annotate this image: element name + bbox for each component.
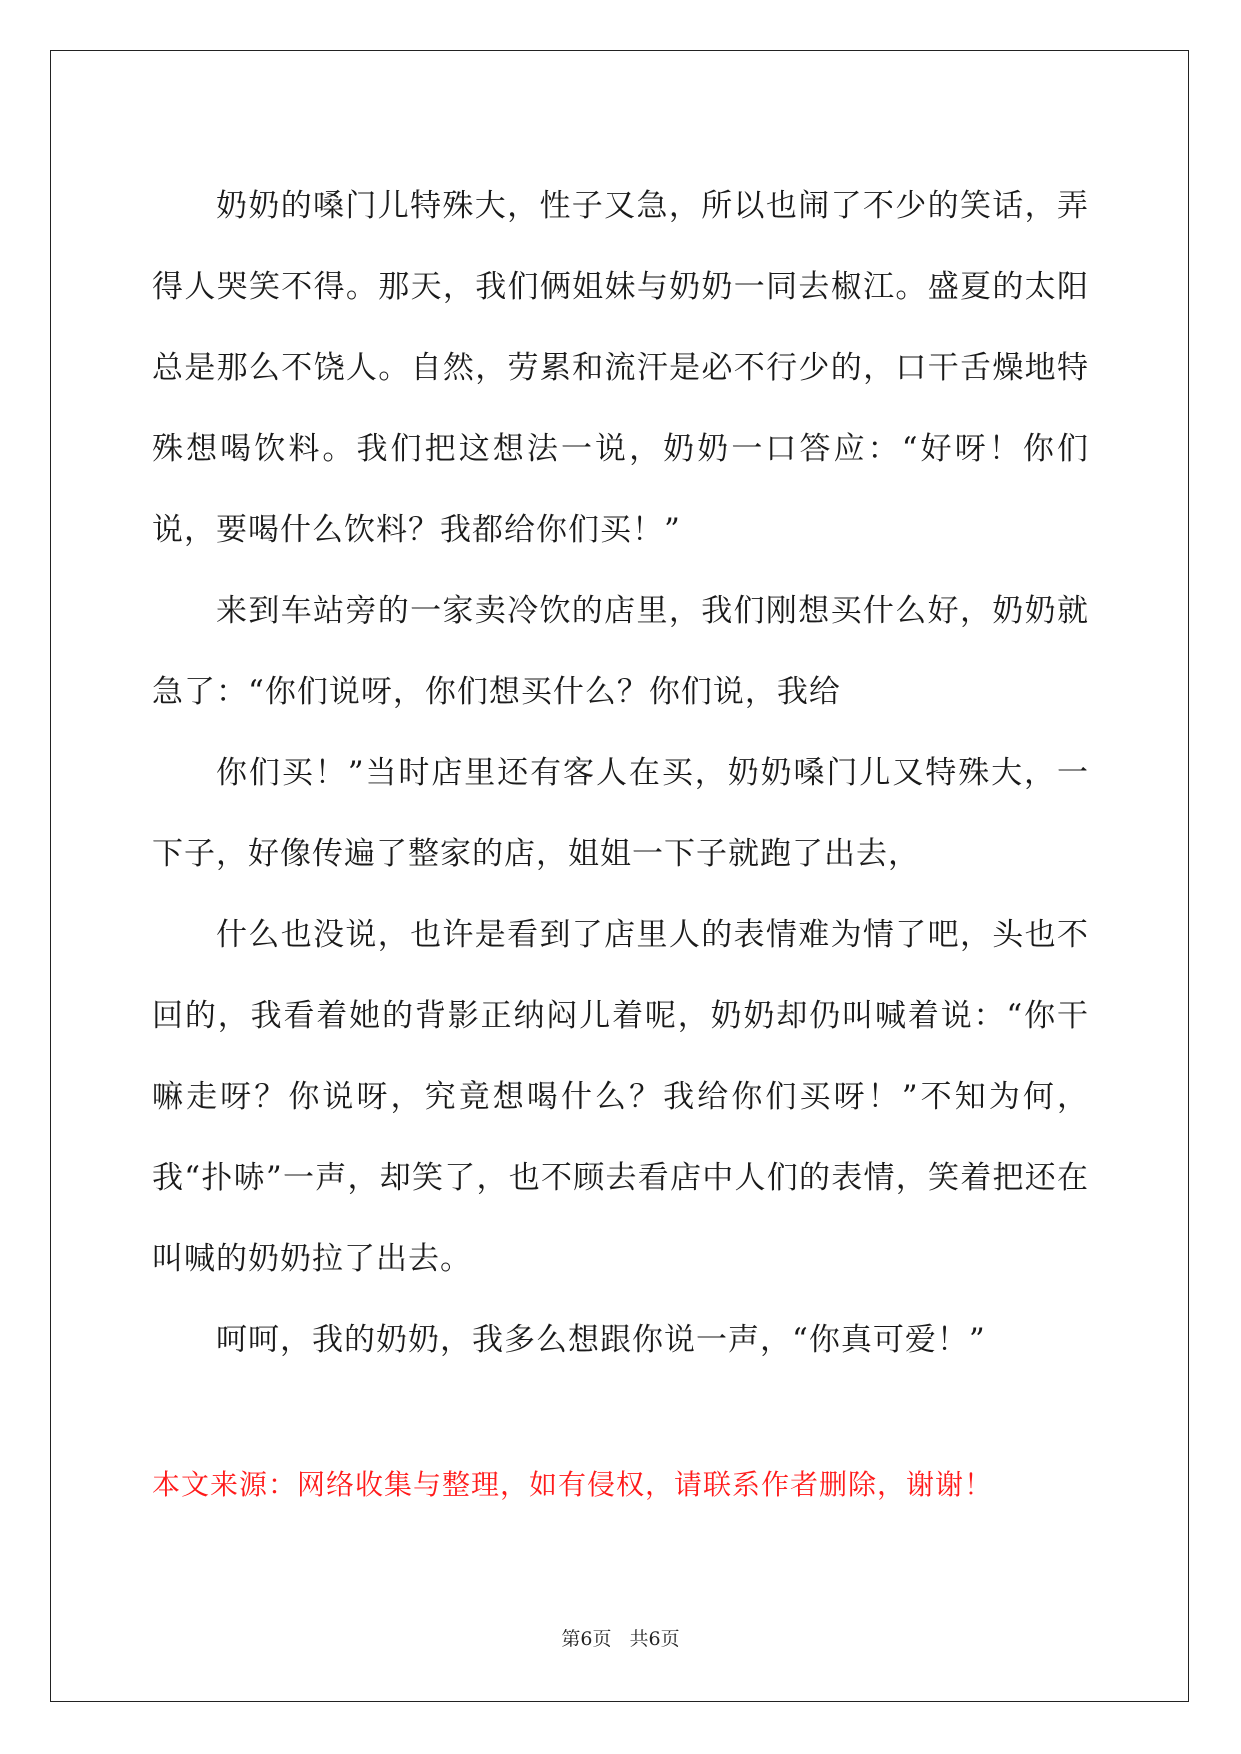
page-total: 6 — [648, 1628, 661, 1650]
page-suffix: 页 — [592, 1628, 612, 1650]
document-body — [152, 166, 1089, 1381]
page-footer — [0, 1624, 1241, 1651]
paragraph-4: 什么也没说，也许是看到了店里人的表情难为情了吧，头也不回的，我看着她的背影正纳闷儿着呢，奶奶却仍叫喊着说：“你干嘛走呀？你说呀，究竟想喝什么？我给你们买呀！”不知为何，我“扑哧”一声，却笑了，也不顾去看店中人们的表情，笑着把还在叫喊的奶奶拉了出去。 — [152, 917, 1089, 1277]
paragraph-3: 你们买！”当时店里还有客人在买，奶奶嗓门儿又特殊大，一下子，好像传遍了整家的店，姐姐一下子就跑了出去， — [152, 755, 1089, 872]
total-label: 共 — [629, 1628, 649, 1650]
page-label: 第 — [561, 1628, 581, 1650]
paragraph-1: 奶奶的嗓门儿特殊大，性子又急，所以也闹了不少的笑话，弄得人哭笑不得。那天，我们俩姐妹与奶奶一同去椒江。盛夏的太阳总是那么不饶人。自然，劳累和流汗是必不行少的，口干舌燥地特殊想喝饮料。我们把这想法一说，奶奶一口答应：“好呀！你们说，要喝什么饮料？我都给你们买！” — [152, 188, 1089, 548]
total-suffix: 页 — [660, 1628, 680, 1650]
source-note: 本文来源：网络收集与整理，如有侵权，请联系作者删除，谢谢！ — [152, 1468, 994, 1501]
page-current: 6 — [580, 1628, 593, 1650]
paragraph-2: 来到车站旁的一家卖冷饮的店里，我们刚想买什么好，奶奶就急了：“你们说呀，你们想买什么？你们说，我给 — [152, 593, 1089, 710]
paragraph-5: 呵呵，我的奶奶，我多么想跟你说一声，“你真可爱！” — [216, 1322, 986, 1358]
